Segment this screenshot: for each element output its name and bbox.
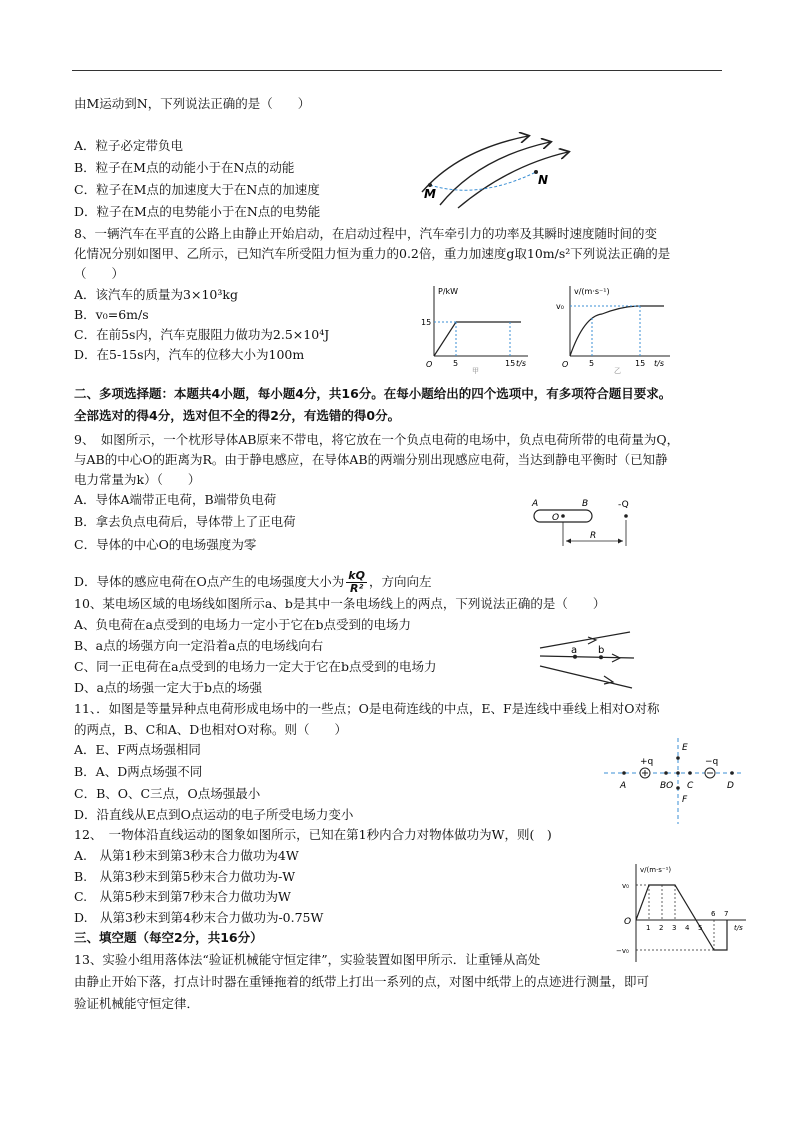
- q12-xtick-4: 4: [685, 924, 690, 932]
- q9-stem-line-1: 9、 如图所示，一个枕形导体AB原来不带电，将它放在一个负点电荷的电场中，负点电荷所带的电荷量为Q，: [74, 432, 680, 447]
- q8-option-d: D．在5-15s内，汽车的位移大小为100m: [74, 347, 305, 362]
- q10-field-lines-figure: [538, 628, 638, 694]
- q12-ylabel: v/(m·s⁻¹): [640, 866, 672, 874]
- q9-label-q: -Q: [618, 500, 629, 510]
- q11-label-d: D: [727, 781, 734, 791]
- q8-option-a: A．该汽车的质量为3×10³kg: [74, 287, 238, 302]
- q12-v0: v₀: [622, 882, 629, 890]
- q9-label-b: B: [582, 499, 589, 509]
- q10-label-b: b: [598, 645, 605, 656]
- q11-label-f: F: [682, 795, 688, 805]
- q8-option-b: B．v₀=6m/s: [74, 307, 149, 322]
- q7-field-line-figure: [418, 130, 578, 210]
- q11-label-e: E: [682, 743, 688, 753]
- q12-xtick-5: 5: [698, 924, 703, 932]
- section2-line-2: 全部选对的得4分，选对但不全的得2分，有选错的得0分。: [74, 408, 401, 423]
- q13-line-1: 13、实验小组用落体法“验证机械能守恒定律”，实验装置如图甲所示．让重锤从高处: [74, 952, 541, 967]
- q8-jia-ytick: 15: [421, 318, 432, 327]
- q7-option-d: D．粒子在M点的电势能小于在N点的电势能: [74, 204, 321, 219]
- q9-stem-line-3: 电力常量为k）（ ）: [74, 472, 201, 487]
- q9-label-r: R: [590, 531, 597, 541]
- q9-option-a: A．导体A端带正电荷，B端带负电荷: [74, 492, 277, 507]
- section3-title: 三、填空题（每空2分，共16分）: [74, 930, 263, 945]
- q8-jia-origin: O: [426, 360, 433, 369]
- q7-label-m: M: [424, 187, 436, 201]
- q8-jia-xtick-5: 5: [453, 359, 459, 368]
- q9-formula-numerator: kQ: [348, 569, 365, 582]
- q11-option-b: B．A、D两点场强不同: [74, 764, 203, 779]
- q13-line-3: 验证机械能守恒定律．: [74, 996, 200, 1011]
- q11-label-bo: BO: [660, 781, 674, 791]
- q12-xtick-3: 3: [672, 924, 677, 932]
- q11-option-d: D．沿直线从E点到O点运动的电子所受电场力变小: [74, 807, 354, 822]
- q8-yi-caption: 乙: [614, 367, 621, 374]
- q11-label-plus-q: +q: [640, 757, 654, 767]
- q12-option-a: A. 从第1秒末到第3秒末合力做功为4W: [74, 848, 299, 863]
- q8-stem-line-2: 化情况分别如图甲、乙所示，已知汽车所受阻力恒为重力的0.2倍，重力加速度g取10m/s²下列说法正确的是: [74, 246, 671, 261]
- q12-xtick-1: 1: [646, 924, 651, 932]
- q9-option-d-text: D．导体的感应电荷在O点产生的电场强度大小为: [74, 574, 345, 589]
- q10-option-d: D、a点的场强一定大于b点的场强: [74, 680, 262, 695]
- q9-option-b: B．拿去负点电荷后，导体带上了正电荷: [74, 514, 296, 529]
- q8-jia-ylabel: P/kW: [438, 287, 459, 296]
- q12-option-c: C. 从第5秒末到第7秒末合力做功为W: [74, 889, 291, 904]
- section2-line-1: 二、多项选择题：本题共4小题，每小题4分，共16分。在每小题给出的四个选项中，有多项符合题目要求。: [74, 386, 672, 401]
- q13-line-2: 由静止开始下落，打点计时器在重锤拖着的纸带上打出一系列的点，对图中纸带上的点迹进行测量，即可: [74, 974, 650, 989]
- q8-option-c: C．在前5s内，汽车克服阻力做功为2.5×10⁴J: [74, 327, 330, 342]
- q9-conductor-figure: [530, 496, 640, 552]
- q12-option-b: B. 从第3秒末到第5秒末合力做功为-W: [74, 869, 296, 884]
- q9-label-a: A: [532, 499, 539, 509]
- q9-formula-denominator: R²: [349, 582, 364, 595]
- q9-option-d: [74, 570, 431, 595]
- header-rule: [72, 70, 722, 71]
- q7-option-a: A．粒子必定带负电: [74, 138, 184, 153]
- q12-vt-graph: [614, 858, 754, 970]
- q11-option-a: A．E、F两点场强相同: [74, 742, 201, 757]
- q12-xtick-2: 2: [659, 924, 664, 932]
- q12-xtick-7: 7: [724, 910, 729, 918]
- q9-stem-line-2: 与AB的中心O的距离为R。由于静电感应，在导体AB的两端分别出现感应电荷，当达到静电平衡时（已知静: [74, 452, 668, 467]
- q8-yi-xlabel: t/s: [654, 359, 664, 368]
- q8-yi-xtick-15: 15: [635, 359, 646, 368]
- q9-option-d-direction: ，方向向左: [368, 574, 432, 589]
- q7-label-n: N: [538, 173, 549, 187]
- q12-xlabel: t/s: [734, 924, 743, 932]
- q12-stem: 12、 一物体沿直线运动的图象如图所示，已知在第1秒内合力对物体做功为W，则( ): [74, 827, 552, 842]
- q8-yi-xtick-5: 5: [589, 359, 595, 368]
- q9-option-c: C．导体的中心O的电场强度为零: [74, 537, 257, 552]
- q10-option-c: C、同一正电荷在a点受到的电场力一定大于它在b点受到的电场力: [74, 659, 437, 674]
- q11-dipole-figure: [598, 736, 748, 828]
- q11-label-minus-q: −q: [705, 757, 719, 767]
- q8-yi-ylabel: v/(m·s⁻¹): [574, 287, 610, 296]
- q12-option-d: D. 从第3秒末到第4秒末合力做功为-0.75W: [74, 910, 324, 925]
- q8-graph-power: [416, 282, 536, 374]
- q12-origin: O: [624, 917, 632, 927]
- q10-label-a: a: [571, 645, 578, 656]
- q8-jia-caption: 甲: [472, 367, 479, 374]
- q11-stem-line-2: 的两点，B、C和A、D也相对O对称。则（ ）: [74, 722, 348, 737]
- q7-option-b: B．粒子在M点的动能小于在N点的动能: [74, 160, 295, 175]
- q10-option-b: B、a点的场强方向一定沿着a点的电场线向右: [74, 638, 324, 653]
- q8-jia-xtick-15: 15: [505, 359, 516, 368]
- q11-option-c: C．B、O、C三点，O点场强最小: [74, 786, 261, 801]
- q9-formula: [346, 570, 367, 595]
- q8-graph-velocity: [552, 282, 680, 374]
- q9-label-o: O: [552, 513, 560, 523]
- q8-yi-ytick: v₀: [556, 302, 564, 311]
- q11-label-a: A: [620, 781, 627, 791]
- q8-jia-xlabel: t/s: [516, 359, 526, 368]
- q10-option-a: A、负电荷在a点受到的电场力一定小于它在b点受到的电场力: [74, 617, 411, 632]
- q10-stem: 10、某电场区域的电场线如图所示a、b是其中一条电场线上的两点，下列说法正确的是（ ）: [74, 596, 606, 611]
- q12-xtick-6: 6: [711, 910, 716, 918]
- q7-option-c: C．粒子在M点的加速度大于在N点的加速度: [74, 182, 320, 197]
- q11-stem-line-1: 11、．如图是等量异种点电荷形成电场中的一些点；O是电荷连线的中点，E、F是连线中垂线上相对O对称: [74, 701, 660, 716]
- q12-neg-v0: −v₀: [616, 947, 629, 955]
- q7-stem: 由M运动到N，下列说法正确的是（ ）: [74, 96, 311, 111]
- q8-yi-origin: O: [562, 360, 569, 369]
- q11-label-c: C: [687, 781, 694, 791]
- q8-stem-line-1: 8、一辆汽车在平直的公路上由静止开始启动，在启动过程中，汽车牵引力的功率及其瞬时速度随时间的变: [74, 226, 657, 241]
- q8-stem-line-3: （ ）: [74, 266, 125, 281]
